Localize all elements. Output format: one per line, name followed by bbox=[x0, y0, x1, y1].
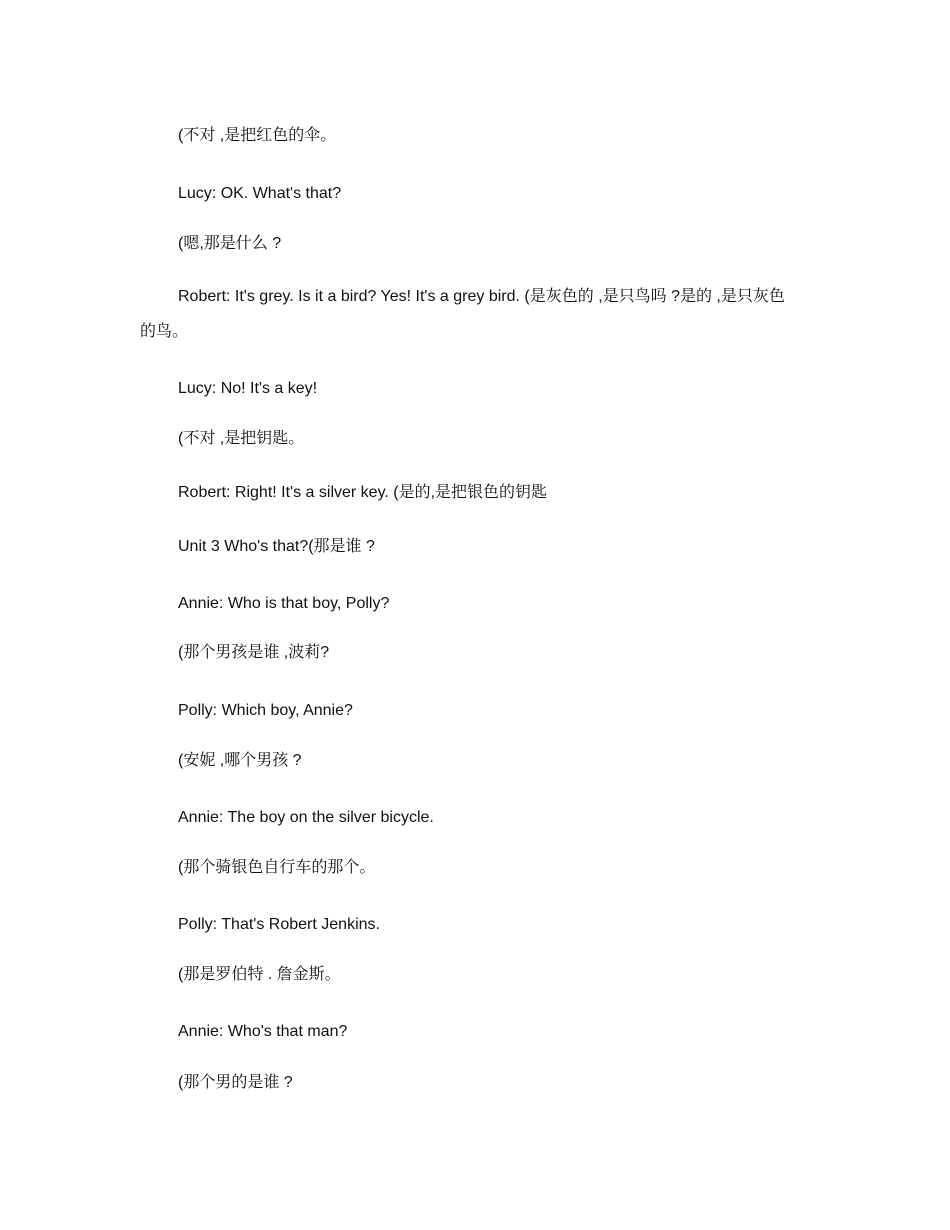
text-line-13: Annie: The boy on the silver bicycle. bbox=[178, 809, 434, 826]
text-line-15: Polly: That's Robert Jenkins. bbox=[178, 916, 380, 933]
text-line-4: Robert: It's grey. Is it a bird? Yes! It's a grey bird. (是灰色的 ,是只鸟吗 ?是的 ,是只灰色的鸟。 bbox=[140, 288, 785, 340]
text-line-10: (那个男孩是谁 ,波莉? bbox=[178, 644, 330, 661]
text-line-18: (那个男的是谁 ? bbox=[178, 1074, 293, 1091]
text-line-6: (不对 ,是把钥匙。 bbox=[178, 430, 305, 447]
text-line-14: (那个骑银色自行车的那个。 bbox=[178, 859, 376, 876]
text-line-9: Annie: Who is that boy, Polly? bbox=[178, 595, 390, 612]
text-line-5: Lucy: No! It's a key! bbox=[178, 380, 318, 397]
text-line-17: Annie: Who's that man? bbox=[178, 1023, 348, 1040]
section-heading-unit-3: Unit 3 Who's that?(那是谁 ? bbox=[178, 538, 375, 555]
text-line-11: Polly: Which boy, Annie? bbox=[178, 702, 353, 719]
text-line-12: (安妮 ,哪个男孩 ? bbox=[178, 752, 302, 769]
text-line-2: Lucy: OK. What's that? bbox=[178, 185, 342, 202]
text-line-16: (那是罗伯特 . 詹金斯。 bbox=[178, 966, 341, 983]
text-line-3: (嗯,那是什么 ? bbox=[178, 235, 282, 252]
text-line-1: (不对 ,是把红色的伞。 bbox=[178, 127, 337, 144]
text-line-7: Robert: Right! It's a silver key. (是的,是把银色的钥匙 bbox=[178, 484, 548, 501]
